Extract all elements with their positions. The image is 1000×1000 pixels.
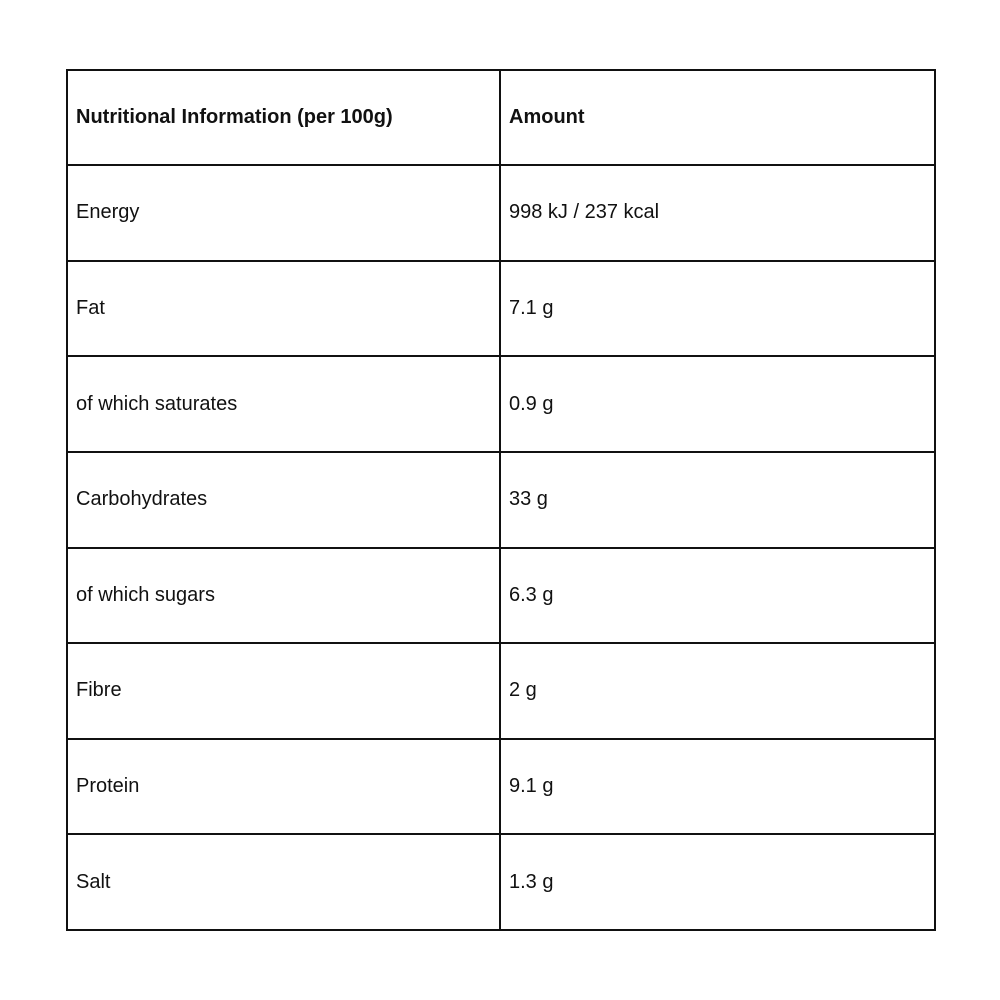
nutrient-cell: Protein <box>67 739 500 835</box>
header-amount: Amount <box>500 70 935 165</box>
table-row <box>67 739 935 835</box>
table-row <box>67 643 935 739</box>
header-nutrient: Nutritional Information (per 100g) <box>67 70 500 165</box>
table-row <box>67 834 935 930</box>
nutrient-cell: of which saturates <box>67 356 500 452</box>
amount-cell: 998 kJ / 237 kcal <box>500 165 935 261</box>
table-header-row <box>67 70 935 165</box>
table-row <box>67 261 935 357</box>
amount-cell: 6.3 g <box>500 548 935 644</box>
table-row <box>67 548 935 644</box>
nutrient-cell: Fat <box>67 261 500 357</box>
amount-cell: 9.1 g <box>500 739 935 835</box>
nutrient-cell: Fibre <box>67 643 500 739</box>
amount-cell: 2 g <box>500 643 935 739</box>
nutrition-table-container <box>66 69 934 931</box>
amount-cell: 0.9 g <box>500 356 935 452</box>
nutrient-cell: of which sugars <box>67 548 500 644</box>
nutrient-cell: Energy <box>67 165 500 261</box>
amount-cell: 1.3 g <box>500 834 935 930</box>
amount-cell: 7.1 g <box>500 261 935 357</box>
table-row <box>67 452 935 548</box>
nutrition-table <box>66 69 936 931</box>
table-row <box>67 356 935 452</box>
amount-cell: 33 g <box>500 452 935 548</box>
nutrient-cell: Carbohydrates <box>67 452 500 548</box>
table-row <box>67 165 935 261</box>
nutrient-cell: Salt <box>67 834 500 930</box>
